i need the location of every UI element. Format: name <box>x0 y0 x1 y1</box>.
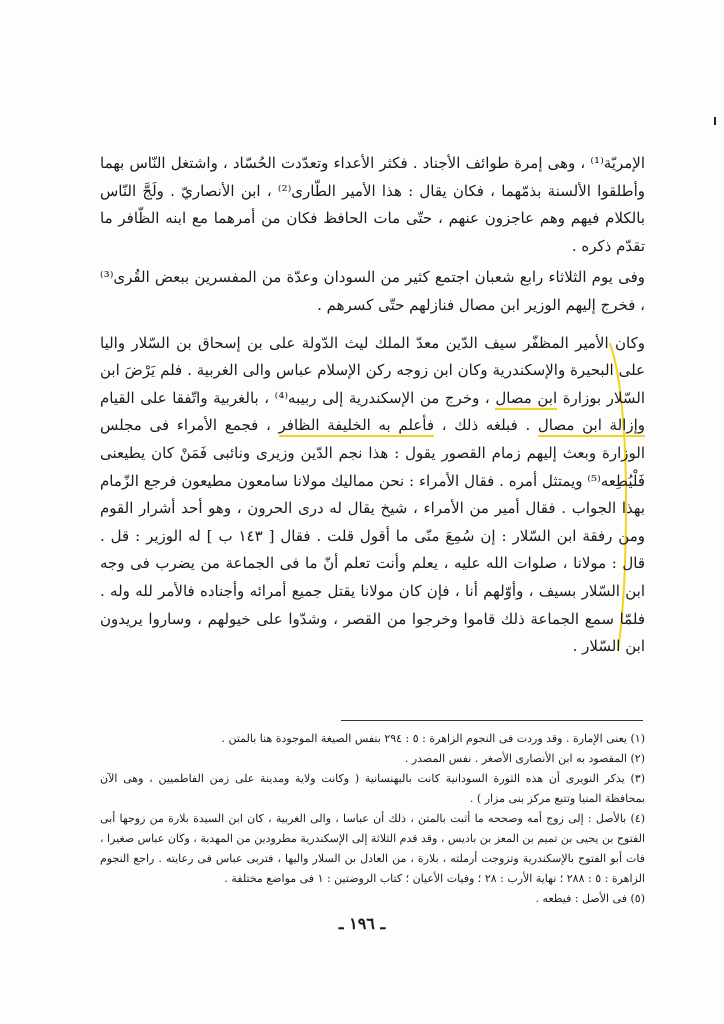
paragraph-text: وكان الأمير المظفّر سيف الدّين معدّ الملك ليث الدّولة على بن إسحاق بن السّلار واليا على البحيرة والإسكندرية وكان ابن زوجه ركن الإسلام عباس والى الغربية . فلم يَرْضَ ابن السّلار بوزارة <box>100 333 645 407</box>
footnote: (٢) المقصود به ابن الأنصارى الأصغر . نفس المصدر . <box>404 752 645 765</box>
footnote-divider <box>341 720 643 721</box>
footnote: (٣) يذكر النويرى أن هذه الثورة السودانية كانت بالبهنسانية ( وكانت ولاية ومدينة على زمن الفاطميين ، وهى الآن بمحافظة المنيا وتتبع مركز بنى مزار ) . <box>100 772 645 805</box>
highlighted-text: وإزالة ابن مصال <box>538 416 645 437</box>
footnotes <box>100 729 645 909</box>
footnote: (٥) فى الأصل : فيطعه . <box>535 892 645 905</box>
highlighted-text: فأعلم به الخليفة الظافر <box>279 416 435 437</box>
page-number: ـ ١٩٦ ـ <box>338 914 386 933</box>
footnote: (١) يعنى الإمارة . وقد وردت فى النجوم الزاهرة : ٥ : ٢٩٤ بنفس الصيغة الموجودة هنا بالمتن . <box>221 732 645 745</box>
highlighted-text: ابن مصال <box>495 389 557 410</box>
footnote: (٤) بالأصل : إلى زوج أمه وصححه ما أثبت بالمتن ، ذلك أن عباسا ، والى الغربية ، كان ابن السيدة بلارة من زوجها أبى الفتوح بن يحيى بن تميم بن المعز بن باديس ، وقد قدم الثلاثة إلى الإسكندرية مطرودين من المهدية ، وكان عباس صغيرا ، فات أبو الفتوح بالإسكندرية وتزوجت أرملته ، بلارة ، من العادل بن السلار واليها ، فتربى عباس فى رعايته . راجع النجوم الزاهرة : ٥ : ٢٨٨ ؛ نهاية الأرب : ٢٨ ؛ وفيات الأعيان ؛ كتاب الروضتين : ١ فى مواضع مختلفة . <box>100 812 645 885</box>
paragraph: وفى يوم الثلاثاء رابع شعبان اجتمع كثير من السودان وعدّة من المفسرين ببعض القُرى⁽³⁾ ، فخرج إليهم الوزير ابن مصال فنازلهم حتّى كسرهم . <box>100 268 645 314</box>
paragraph-text: ، فجمع الأمراء فى مجلس الوزارة وبعث إليهم زمام القصور يقول : هذا نجم الدّين وزيرى ونائبى فَمَنْ كان يطيعنى فَلْيُطِعه⁽⁵⁾ ويمتثل أمره . فقال الأمراء : نحن مماليك مولانا سامعون مطيعون فرجع الزّمام بهذا الجواب . فقال أمير من الأمراء ، شيخ يقال له درى الحرون ، وهو أحد أشرار القوم ومن رفقة ابن السّلار : إن سُمِعَ منّى ما أقول قلت . فقال [ ١٤٣ ب ] له الوزير : قل . قال : مولانا ، صلوات الله عليه ، يعلم وأنت تعلم أنّ ما فى الجماعة من يضرب فى وجه ابن السّلار بسيف ، وأوّلهم أنا ، فإن كان مولانا يقتل جميع أمرائه وأجناده فالأمر لله وله . فلمّا سمع الجماعة ذلك قاموا وخرجوا من القصر ، وشدّوا على خيولهم ، وساروا يريدون ابن السّلار . <box>100 416 645 656</box>
paragraph: الإمريّة⁽¹⁾ ، وهى إمرة طوائف الأجناد . فكثر الأعداء وتعدّدت الحُسّاد ، واشتغل النّاس بهما وأطلقوا الألسنة بذمّهما ، فكان يقال : هذا الأمير الطّارى⁽²⁾ ، ابن الأنصاريّ . ولَجَّ النّاس بالكلام فيهم وهم عاجزون عنهم ، حتّى مات الحافظ فكان من أمرهما مع ابنه الظّافر ما تقدّم ذكره . <box>100 154 645 255</box>
margin-tick-mark <box>714 117 716 125</box>
main-text <box>100 150 645 661</box>
paragraph <box>100 330 645 661</box>
paragraph-text: ، وخرج من الإسكندرية إلى ربيبه⁽⁴⁾ ، بالغربية واتّفقا على القيام <box>100 388 496 407</box>
paragraph-text: . فبلغه ذلك ، <box>434 416 538 435</box>
